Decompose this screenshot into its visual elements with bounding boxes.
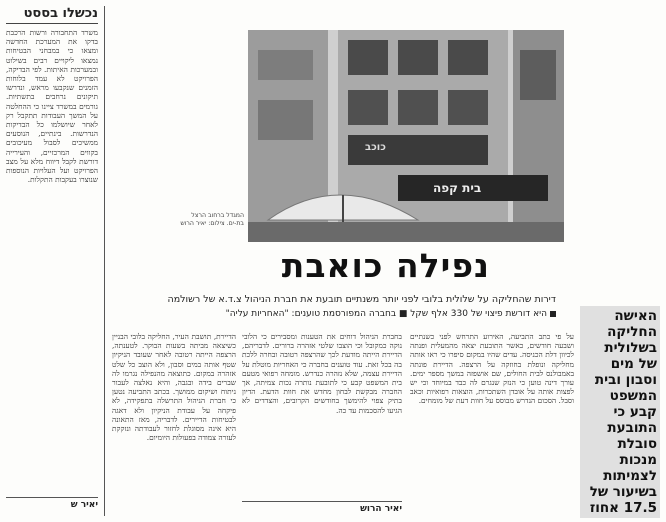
left-column-byline: יאיר ש — [6, 497, 98, 510]
article-column-2-body: בחברת הניהול דוחים את הטענות ומסבירים כי הלובי נוקה כמקובל וכי הוצבו שלטי אזהרה ברורים. לדבריהם, הדיירת הייתה מודעת לכך שהרצפה רטובה ובחרה ללכת בה בכל זאת. עוד טוענים בחברה כי האחריות מוטלת על הדיירת עצמה, שלא נזהרה כנדרש. מומחה רפואי מטעם בית המשפט קבע כי לתובעת נותרה נכות צמיתה, אך החברה מבקשת לבחון מחדש את חוות הדעת. הדיון בתיק צפוי להימשך בחודשים הקרובים, והצדדים לא הגיעו להסכמות עד כה. — [242, 332, 402, 415]
subhead-secondary — [120, 308, 556, 320]
article-column-2 — [242, 332, 402, 516]
sidebar-text: האישה החליקה בשלולית של מים וסבון ובית המשפט קבע כי התובעת סובלת מנכות לצמיתות בשיעור של 17.5 אחוז — [589, 308, 657, 516]
left-column-body: משרד התחבורה ורשות הרכבת בדקו את המערכת החדשה ומצאו כי במבחני הבטיחות נמצאו ליקויים רבים בשילוט ובמערכות האיתות. לפי הבדיקה, הפרויקט לא עמד בלוחות הזמנים שנקבעו מראש, ונדרשו תיקונים נרחבים בתשתיות. גורמים במשרד ציינו כי ההחלטה על המשך העבודות תתקבל רק לאחר שיושלמו כל הבדיקות הנדרשות. בינתיים, הנוסעים ממשיכים לסבול מעיכובים בקווים המרכזיים, והעירייה דורשת לקבל דיווח מלא על מצב הפרויקט ועל העלויות הנוספות שנוצרו בעקבות התקלות. — [6, 28, 98, 185]
article-column-1-body: הדיירת, תושבת העיר, החליקה בלובי הבניין כשיצאה מביתה בשעות הבוקר. לטענתה, הרצפה הייתה רטובה לאחר שעובד הניקיון שטף אותה במים וסבון, ולא הוצב כל שלט אזהרה במקום. כתוצאה מהנפילה נגרמו לה שברים בידה ובגבה, והיא נאלצה לעבור ניתוח ושיקום ממושך. בכתב התביעה נטען כי חברת הניהול התרשלה בתפקידה, לא פיקחה על עבודת הניקיון ולא דאגה לבטיחות הדיירים. לדבריה, מאז התאונה היא אינה מסוגלת לחזור לעבודתה ונזקקת לעזרה צמודה בפעולות היומיום. — [112, 332, 236, 443]
subhead: דירות שהחליקה על שלולית בלובי לפני יותר משנתיים תובעת את חברת הניהול צ.ד.א של רשולמה — [167, 294, 556, 305]
tower-sign: כוכב — [365, 142, 386, 153]
sidebar-box — [580, 306, 660, 518]
article-column-3 — [410, 332, 574, 516]
bullet-square-icon — [550, 311, 556, 317]
article-column-1 — [112, 332, 236, 516]
subhead-secondary-text: היא דורשת פיצוי של 330 אלף שקל ■ בחברה המפורסמת טוענים: "האחריות עליה" — [225, 309, 547, 319]
article-column-2-byline: יאיר הרוש — [242, 501, 402, 514]
left-column-title: נכשלו בססט — [6, 6, 98, 24]
headline: נפילה כואבת — [281, 246, 490, 285]
photo-caption: המגדל ברחוב הרצל בת-ים. צילום: יאיר הרוש — [180, 212, 244, 227]
article-column-3-body: על פי כתב התביעה, האירוע התרחש לפני כשנתיים ושבעה חודשים, כאשר התובעת יצאה מהמעלית ופנתה לכיוון דלת הכניסה. עדים שהיו במקום סיפרו כי ראו אותה מחליקה ונופלת בחוזקה על הרצפה. הדיירת פונתה באמבולנס לבית החולים, שם אושפזה במשך מספר ימים. עורך דינה טוען כי הנזק שנגרם לה כבד במיוחד וכי יש לפצות אותה על אובדן השתכרות, הוצאות רפואיות וכאב וסבל. הסכום הנדרש מבוסס על חוות דעת של מומחים. — [410, 332, 574, 406]
left-column — [6, 4, 98, 516]
building-photo — [248, 30, 564, 242]
column-divider — [104, 6, 105, 516]
shop-sign: בית קפה — [433, 181, 482, 195]
